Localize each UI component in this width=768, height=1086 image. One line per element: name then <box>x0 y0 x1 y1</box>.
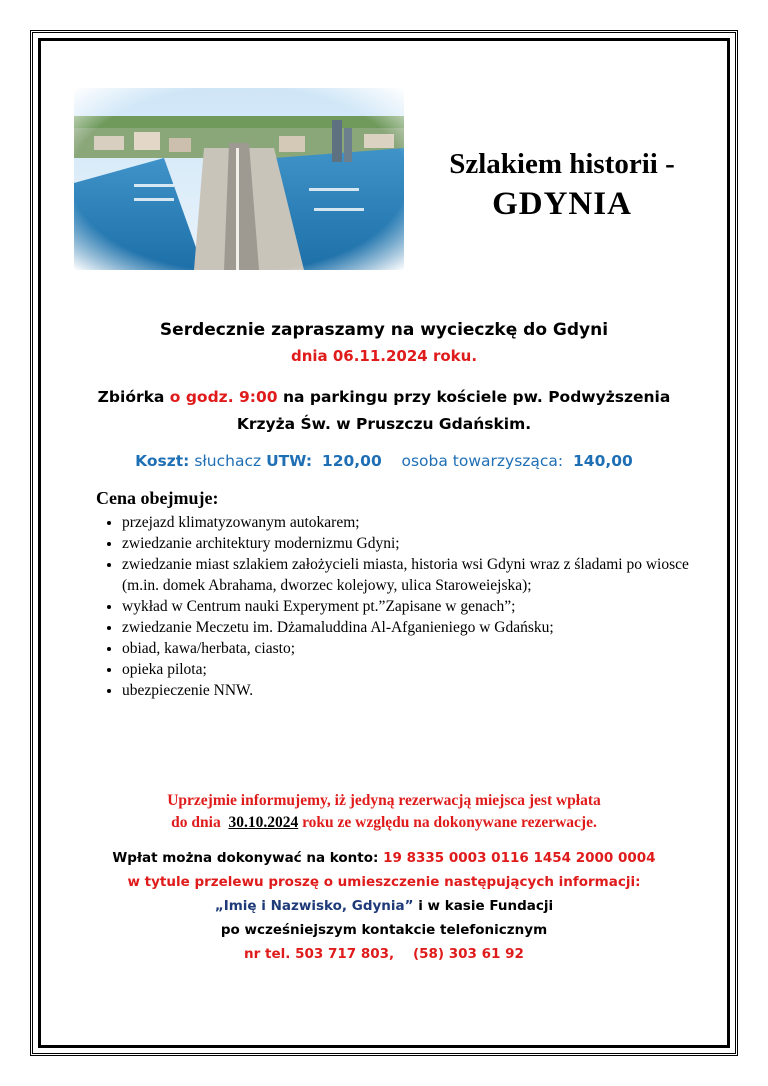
meeting-place: na parkingu przy kościele pw. Podwyższenia <box>282 388 671 406</box>
cost-member-price: 120,00 <box>321 452 382 470</box>
cost-companion-price: 140,00 <box>573 452 633 470</box>
payment-info <box>60 846 708 966</box>
notice-line-1: Uprzejmie informujemy, iż jedyną rezerwacją miejsca jest wpłata <box>167 792 601 809</box>
cost-member-label: słuchacz <box>194 452 262 470</box>
list-item: • wykład w Centrum nauki Experyment pt.”Zapisane w genach”; <box>122 596 692 617</box>
cost-label: Koszt: <box>135 452 190 470</box>
meeting-time: o godz. 9:00 <box>169 388 278 406</box>
list-item: • przejazd klimatyzowanym autokarem; <box>122 512 692 533</box>
notice-suffix: roku ze względu na dokonywane rezerwacje. <box>302 814 597 831</box>
list-item: • zwiedzanie Meczetu im. Dżamaluddina Al-Afganieniego w Gdańsku; <box>122 617 692 638</box>
gdynia-aerial-photo <box>74 88 404 270</box>
cost-line <box>60 452 708 470</box>
invite-line: Serdecznie zapraszamy na wycieczkę do Gdyni <box>159 320 609 340</box>
account-label: Wpłat można dokonywać na konto: <box>112 850 379 866</box>
account-number: 19 8335 0003 0116 1454 2000 0004 <box>383 850 656 866</box>
cashier-note: i w kasie Fundacji <box>418 898 554 914</box>
notice-prefix: do dnia <box>171 814 221 831</box>
reservation-notice <box>60 790 708 834</box>
list-item: • opieka pilota; <box>122 659 692 680</box>
cost-companion-label: osoba towarzysząca: <box>401 452 564 470</box>
list-item: • zwiedzanie miast szlakiem założycieli miasta, historia wsi Gdyni wraz z śladami po wiosce (m.in. domek Abrahama, dworzec kolejowy, ulica Staroweiejska); <box>122 554 692 596</box>
transfer-title: „Imię i Nazwisko, Gdynia” <box>214 898 414 914</box>
cost-member-org: UTW: <box>266 452 313 470</box>
phone-numbers: nr tel. 503 717 803, (58) 303 61 92 <box>244 946 524 962</box>
title-line-1: Szlakiem historii - <box>449 148 675 180</box>
includes-heading: Cena obejmuje: <box>96 488 219 508</box>
title-line-2: GDYNIA <box>492 186 632 222</box>
transfer-note: w tytule przelewu proszę o umieszczenie następujących informacji: <box>127 874 641 890</box>
meeting-prefix: Zbiórka <box>97 388 165 406</box>
list-item: • zwiedzanie architektury modernizmu Gdyni; <box>122 533 692 554</box>
notice-deadline: 30.10.2024 <box>228 814 299 831</box>
meeting-place-line2: Krzyża Św. w Pruszczu Gdańskim. <box>236 415 532 433</box>
trip-date: dnia 06.11.2024 roku. <box>290 347 478 365</box>
list-item: • obiad, kawa/herbata, ciasto; <box>122 638 692 659</box>
meeting-info <box>60 384 708 438</box>
includes-list <box>96 512 692 701</box>
list-item: • ubezpieczenie NNW. <box>122 680 692 701</box>
phone-note: po wcześniejszym kontakcie telefonicznym <box>220 922 548 938</box>
